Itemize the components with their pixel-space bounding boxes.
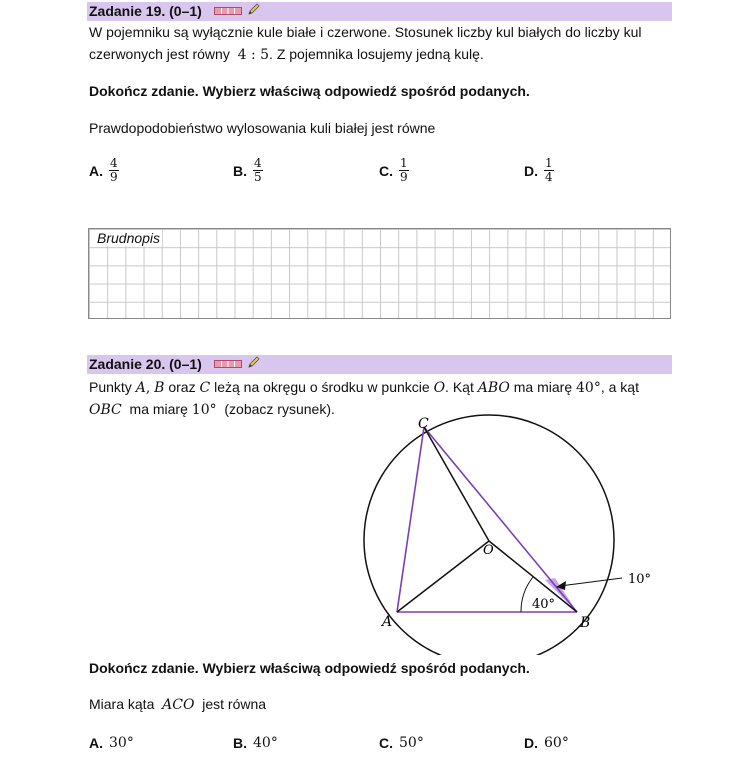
option-letter: D. [524,735,538,751]
fraction-numerator: 4 [110,156,118,170]
task-19-title: Zadanie 19. (0–1) [89,3,202,19]
label-a: A [382,614,393,630]
fraction [544,157,554,184]
fraction-numerator: 4 [254,156,262,170]
task-20-option-a[interactable] [89,735,134,751]
option-letter: D. [524,162,538,179]
statement-text: ma miarę [129,401,188,417]
circle-figure [340,410,680,655]
label-b: B [580,615,591,631]
task-19-option-a[interactable] [89,157,119,184]
fraction-denominator: 4 [545,170,553,184]
label-o: O [483,543,494,558]
statement-text: ma miarę [513,379,573,395]
radius-oa [397,541,489,612]
task-19-option-b[interactable] [233,157,263,184]
task-19-option-d[interactable] [524,157,554,184]
fraction-numerator: 1 [545,156,553,170]
task-20-option-d[interactable] [524,735,569,751]
statement-text: . Kąt [445,379,474,395]
pointer-line [560,578,622,586]
statement-text: jest równa [202,696,267,712]
task-19-statement-line-1: W pojemniku są wyłącznie kule białe i czerwone. Stosunek liczby kul białych do liczby kul [89,24,642,40]
option-letter: A. [89,735,103,751]
fraction [109,157,119,184]
scratch-label: Brudnopis [97,230,161,246]
scratch-grid[interactable] [88,228,671,319]
fraction-denominator: 5 [254,170,262,184]
segment-ac [397,427,424,612]
task-20-statement-line-1: Punkty A, B oraz C leżą na okręgu o środku w punkcie O. Kąt ABO ma miarę 40°, a kąt [89,379,639,396]
score-box-icon [214,7,242,15]
angle-obc: OBC [89,402,122,418]
angle-aco: ACO [162,697,195,713]
task-20-question [89,693,266,716]
statement-text: . Z pojemnika losujemy jedną kulę. [269,46,484,62]
task-19-header [87,2,672,21]
option-letter: A. [89,162,103,179]
segment-cb [424,427,577,612]
task-20-header [87,355,672,374]
statement-text: leżą na okręgu o środku w punkcie [214,379,430,395]
task-19-statement-line-2 [89,43,484,66]
var-o: O [433,380,446,396]
option-letter: B. [233,162,247,179]
option-value: 60° [544,735,569,751]
label-40: 40° [532,597,556,612]
option-value: 40° [253,735,278,751]
fraction-denominator: 9 [110,170,118,184]
label-c: C [418,416,429,432]
task-19-instruction: Dokończ zdanie. Wybierz właściwą odpowiedź spośród podanych. [89,83,530,99]
pencil-icon [247,355,261,369]
task-20-statement-line-2 [89,398,335,421]
statement-text: Miara kąta [89,696,155,712]
statement-text: Punkty [89,379,132,395]
task-20-instruction: Dokończ zdanie. Wybierz właściwą odpowiedź spośród podanych. [89,660,530,676]
ratio-value: 4 : 5 [237,47,270,63]
task-19-question: Prawdopodobieństwo wylosowania kuli białej jest równe [89,120,436,136]
option-letter: C. [379,162,393,179]
option-letter: B. [233,735,247,751]
option-value: 50° [399,735,424,751]
fraction [399,157,409,184]
score-box-icon [214,360,242,368]
task-19-option-c[interactable] [379,157,409,184]
label-10: 10° [628,572,652,587]
statement-text: , a kąt [600,379,639,395]
var-a: A [135,380,146,396]
option-letter: C. [379,735,393,751]
var-c: C [199,380,211,396]
value-10: 10° [191,402,217,418]
fraction-denominator: 9 [400,170,408,184]
pencil-icon [247,2,261,16]
var-b: B [154,380,165,396]
fraction [253,157,263,184]
statement-text: czerwonych jest równy [89,46,230,62]
task-20-option-c[interactable] [379,735,424,751]
statement-text: oraz [168,379,196,395]
task-20-option-b[interactable] [233,735,278,751]
option-value: 30° [109,735,134,751]
statement-text: (zobacz rysunek). [224,401,335,417]
value-40: 40° [576,380,601,396]
task-20-title: Zadanie 20. (0–1) [89,356,202,372]
radius-oc [424,427,489,541]
fraction-numerator: 1 [400,156,408,170]
angle-abo: ABO [477,380,510,396]
